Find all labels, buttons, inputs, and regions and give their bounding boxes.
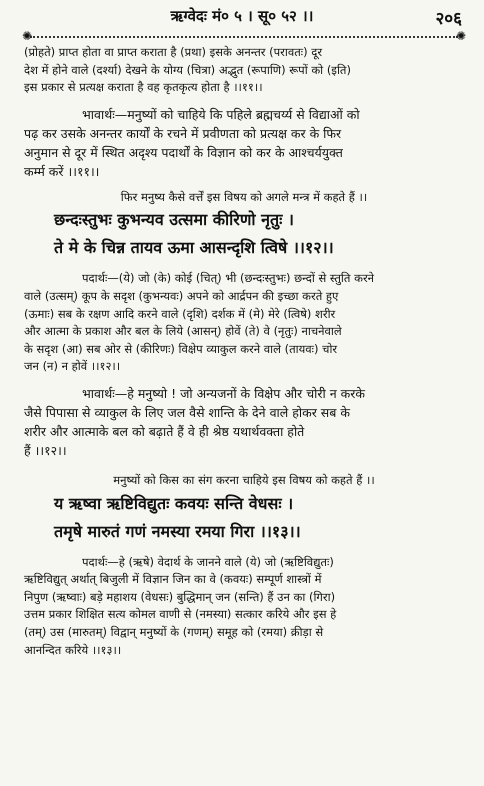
text-line: और आत्मा के प्रकाश और बल के लिये (आसन्) होवें (ते) वे (नृतुः) नाचनेवाले xyxy=(24,324,342,339)
page-number: २०६ xyxy=(435,9,462,29)
mantra-intro-12: फिर मनुष्य कैसे वर्त्तें इस विषय को अगले मन्त्र में कहते हैं ।। xyxy=(120,189,368,204)
running-header xyxy=(0,6,484,30)
page-body xyxy=(24,44,464,659)
text-line: पदार्थः—(ये) जो (के) कोई (चित्) भी (छन्दःस्तुभः) छन्दों से स्तुति करने xyxy=(82,271,375,286)
text-line: उत्तम प्रकार शिक्षित सत्य कोमल वाणी से (नमस्या) सत्कार करिये और इस हे xyxy=(24,607,337,622)
text-line: भावार्थः—हे मनुष्यो ! जो अन्यजनों के विक्षेप और चोरी न करके xyxy=(82,385,365,401)
padarth-13 xyxy=(24,554,464,660)
mantra-13 xyxy=(24,490,464,546)
text-line: ऋष्टिविद्युत् अर्थात् बिजुली में विज्ञान जिन का वे (कवयः) सम्पूर्ण शास्त्रों में xyxy=(24,572,322,587)
text-line: वाले (उत्सम्) कूप के सदृश (कुभन्यवः) अपने को आर्द्रपन की इच्छा करते हुए xyxy=(24,288,339,303)
text-line: (प्रोहते) प्राप्त होता वा प्राप्त कराता है (प्रथा) इसके अनन्तर (परावतः) दूर xyxy=(24,45,323,59)
mantra-line: तमृषे मारुतं गणं नमस्या रमया गिरा ।।१३।। xyxy=(54,521,301,541)
bhavarth-12 xyxy=(24,384,464,460)
mantra-line: य ऋष्वा ऋष्टिविद्युतः कवयः सन्ति वेधसः । xyxy=(54,493,294,513)
text-line: हैं ।।१२।। xyxy=(24,442,67,458)
text-line: इस प्रकार से प्रत्यक्ष कराता है वह कृतकृत्य होता है ।।११।। xyxy=(24,80,263,95)
mantra-intro-13: मनुष्यों को किस का संग करना चाहिये इस विषय को कहते हैं ।। xyxy=(113,472,375,487)
text-line: अनुमान से दूर में स्थित अदृश्य पदार्थों के विज्ञान को कर के आश्चर्ययुक्त xyxy=(24,144,343,160)
text-line: कर्म्म करें ।।११।। xyxy=(24,163,100,179)
text-line: पढ़ कर उसके अनन्तर कार्यों के रचने में प्रवीणता को प्रत्यक्ष कर के फिर xyxy=(24,125,342,141)
mantra-12 xyxy=(24,206,464,262)
paragraph-11-end xyxy=(24,44,464,97)
text-line: निपुण (ऋष्वाः) बड़े महाशय (वेधसः) बुद्धिमान् जन (सन्ति) हैं उन का (गिरा) xyxy=(24,589,336,604)
header-title: ऋग्वेदः मं० ५ । सू० ५२ ।। xyxy=(170,7,314,25)
text-line: (तम्) उस (मारुतम्) विद्वान् मनुष्यों के (गणम्) समूह को (रमया) क्रीड़ा से xyxy=(24,624,324,639)
text-line: देश में होने वाले (दर्श्या) देखने के योग्य (चित्रा) अद्भुत (रूपाणि) रूपों को (इति) xyxy=(24,62,351,77)
mantra-line: छन्दःस्तुभः कुभन्यव उत्समा कीरिणो नृतुः । xyxy=(54,210,294,230)
text-line: (ऊमाः) सब के रक्षण आदि करने वाले (दृशि) दर्शक में (मे) मेरे (त्विषे) शरीर xyxy=(24,306,336,321)
text-line: जैसे पिपासा से व्याकुल के लिए जल वैसे शान्ति के देने वाले होकर सब के xyxy=(24,404,350,420)
mantra-line: ते मे के चिन्न तायव ऊमा आसन्दृशि त्विषे ।।१२।। xyxy=(54,238,334,258)
text-line: आनन्दित करिये ।।१३।। xyxy=(24,642,122,657)
bhavarth-11 xyxy=(24,105,464,181)
text-line: जन (न) न होवें ।।१२।। xyxy=(24,359,121,374)
header-divider xyxy=(22,29,466,43)
divider-ornament-right-icon: ✺ xyxy=(455,29,466,43)
divider-ornament-left-icon: ✺ xyxy=(22,29,33,43)
text-line: शरीर और आत्माके बल को बढ़ाते हैं वे ही श्रेष्ठ यथार्थवक्ता होते xyxy=(24,423,305,439)
text-line: भावार्थः—मनुष्यों को चाहिये कि पहिले ब्रह्मचर्य्य से विद्याओं को xyxy=(82,106,360,122)
text-line: पदार्थः—हे (ऋषे) वेदार्थ के जानने वाले (ये) जो (ऋष्टिविद्युतः) xyxy=(82,554,334,569)
padarth-12 xyxy=(24,270,464,376)
text-line: के सदृश (आ) सब ओर से (कीरिणः) विक्षेप व्याकुल करने वाले (तायवः) चोर xyxy=(24,341,338,356)
